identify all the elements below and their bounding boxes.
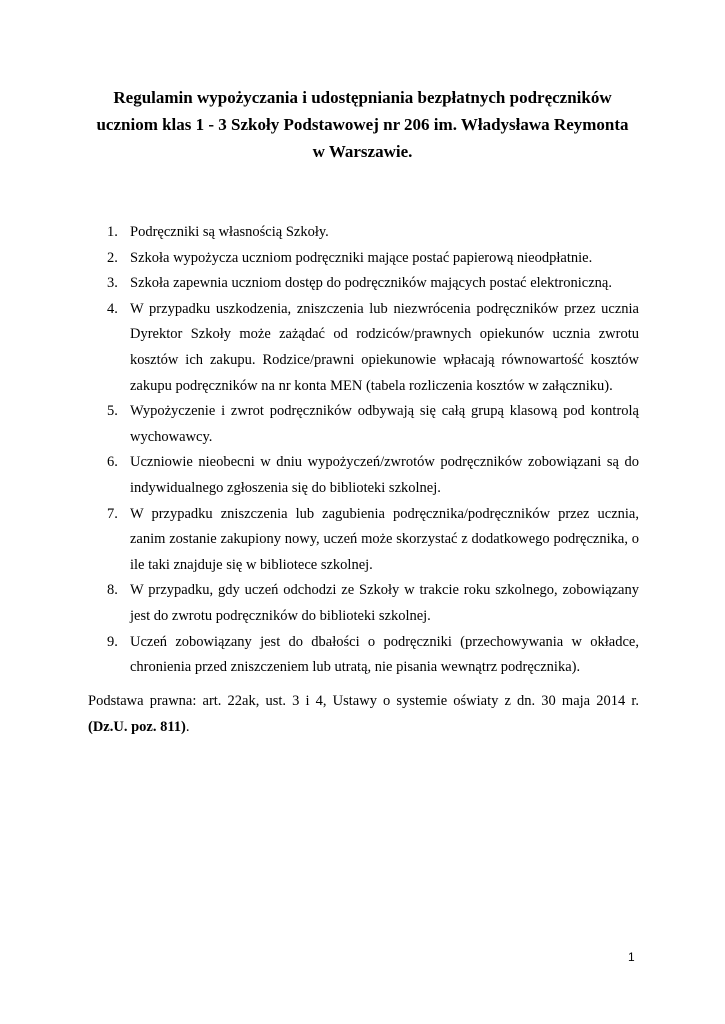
rule-number: 2. (107, 249, 118, 266)
rule-number: 5. (107, 403, 118, 420)
page-number: 1 (628, 950, 635, 964)
rule-text: Szkoła zapewnia uczniom dostęp do podręczników mających postać elektroniczną. (130, 275, 612, 292)
rule-item (91, 297, 639, 399)
rule-number: 7. (107, 505, 118, 522)
rule-item (91, 399, 639, 450)
rule-item (91, 246, 639, 272)
rule-text: Podręczniki są własnością Szkoły. (130, 224, 329, 240)
rule-text: Szkoła wypożycza uczniom podręczniki mające postać papierową nieodpłatnie. (130, 249, 593, 266)
legal-basis-citation: (Dz.U. poz. 811) (88, 719, 186, 735)
rule-text: Uczniowie nieobecni w dniu wypożyczeń/zwrotów podręczników zobowiązani są do indywidualnego zgłoszenia się do biblioteki szkolnej. (130, 454, 639, 496)
rule-number: 3. (107, 275, 118, 292)
title-line-1: Regulamin wypożyczania i udostępniania bezpłatnych podręczników (113, 88, 612, 107)
legal-basis-end: . (185, 719, 190, 735)
rule-text: W przypadku zniszczenia lub zagubienia podręcznika/podręczników przez ucznia, zanim zostanie zakupiony nowy, uczeń może skorzystać z dodatkowego podręcznika, o ile taki znajduje się w bibliotece szkolnej. (130, 505, 639, 573)
document-title (0, 84, 725, 165)
title-line-3: w Warszawie. (312, 142, 413, 161)
rule-number: 4. (107, 300, 118, 317)
rule-item (91, 630, 639, 681)
rule-text: W przypadku, gdy uczeń odchodzi ze Szkoły w trakcie roku szkolnego, zobowiązany jest do zwrotu podręczników do biblioteki szkolnej. (130, 582, 639, 624)
rule-number: 8. (107, 582, 118, 599)
rule-item (91, 502, 639, 579)
title-line-2: uczniom klas 1 - 3 Szkoły Podstawowej nr 206 im. Władysława Reymonta (96, 115, 629, 134)
rule-number: 9. (107, 633, 118, 650)
rule-item (91, 450, 639, 501)
rule-text: W przypadku uszkodzenia, zniszczenia lub niezwrócenia podręczników przez ucznia Dyrektor Szkoły może zażądać od rodziców/prawnych opiekunów ucznia zwrotu kosztów ich zakupu. Rodzice/prawni opiekunowie wpłacają równowartość kosztów zakupu podręczników na nr konta MEN (tabela rozliczenia kosztów w załączniku). (130, 300, 639, 394)
rule-item (91, 578, 639, 629)
legal-basis (88, 688, 639, 740)
rule-text: Uczeń zobowiązany jest do dbałości o podręczniki (przechowywania w okładce, chronienia przed zniszczeniem lub utratą, nie pisania wewnątrz podręcznika). (130, 633, 639, 676)
legal-basis-text: Podstawa prawna: art. 22ak, ust. 3 i 4, Ustawy o systemie oświaty z dn. 30 maja 2014 r. (88, 693, 639, 709)
rules-list (91, 220, 639, 681)
rule-number: 1. (107, 224, 118, 240)
rule-item (91, 271, 639, 297)
rule-item (91, 220, 639, 246)
rule-text: Wypożyczenie i zwrot podręczników odbywają się całą grupą klasową pod kontrolą wychowawcy. (130, 403, 639, 445)
rule-number: 6. (107, 454, 118, 471)
